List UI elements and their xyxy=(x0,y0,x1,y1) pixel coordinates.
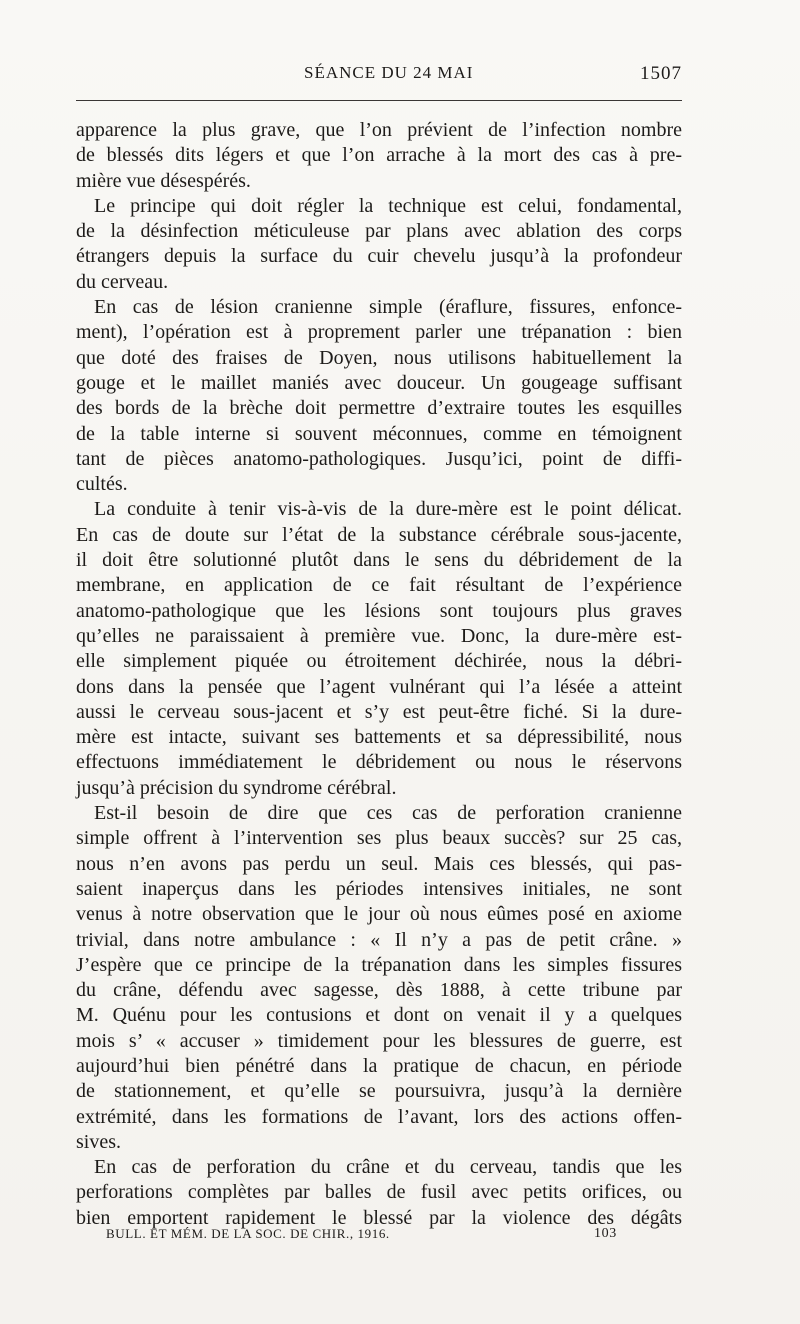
text-line: jusqu’à précision du syndrome cérébral. xyxy=(76,776,397,799)
text-line: perforations complètes par balles de fusil avec petits orifices, ou xyxy=(76,1181,682,1204)
text-line: des bords de la brèche doit permettre d’extraire toutes les esquilles xyxy=(76,397,682,420)
text-line: gouge et le maillet maniés avec douceur. Un gougeage suffisant xyxy=(76,371,682,394)
text-line: tant de pièces anatomo-pathologiques. Jusqu’ici, point de diffi- xyxy=(76,447,682,470)
text-line: du cerveau. xyxy=(76,270,169,293)
text-line: saient inaperçus dans les périodes intensives initiales, ne sont xyxy=(76,877,682,900)
text-line: extrémité, dans les formations de l’avant, lors des actions offen- xyxy=(76,1105,682,1128)
text-line: En cas de doute sur l’état de la substance cérébrale sous-jacente, xyxy=(76,523,682,546)
text-line: trivial, dans notre ambulance : « Il n’y a pas de petit crâne. » xyxy=(76,928,682,951)
text-line: Le principe qui doit régler la technique est celui, fondamental, xyxy=(94,194,682,217)
footer-citation: BULL. ET MÉM. DE LA SOC. DE CHIR., 1916. xyxy=(106,1226,390,1241)
text-line: En cas de perforation du crâne et du cerveau, tandis que les xyxy=(94,1156,682,1179)
text-line: il doit être solutionné plutôt dans le sens du débridement de la xyxy=(76,549,682,572)
text-line: du crâne, défendu avec sagesse, dès 1888, à cette tribune par xyxy=(76,979,682,1002)
text-line: simple offrent à l’intervention ses plus beaux succès? sur 25 cas, xyxy=(76,827,682,850)
text-line: Est-il besoin de dire que ces cas de perforation cranienne xyxy=(94,802,682,825)
text-line: qu’elles ne paraissaient à première vue. Donc, la dure-mère est- xyxy=(76,624,682,647)
text-line: bien emportent rapidement le blessé par la violence des dégâts xyxy=(76,1206,682,1229)
body-text xyxy=(76,118,682,1231)
text-line: étrangers depuis la surface du cuir chevelu jusqu’à la profondeur xyxy=(76,245,682,268)
text-line: de blessés dits légers et que l’on arrache à la mort des cas à pre- xyxy=(76,144,682,167)
text-line: anatomo-pathologique que les lésions sont toujours plus graves xyxy=(76,599,682,622)
text-line: aujourd’hui bien pénétré dans la pratique de chacun, en période xyxy=(76,1054,682,1077)
running-head xyxy=(76,63,682,87)
text-line: sives. xyxy=(76,1130,121,1153)
header-rule xyxy=(76,100,682,101)
text-line: venus à notre observation que le jour où nous eûmes posé en axiome xyxy=(76,903,682,926)
running-title: SÉANCE DU 24 MAI xyxy=(304,63,474,82)
text-line: cultés. xyxy=(76,473,128,496)
text-line: effectuons immédiatement le débridement ou nous le réservons xyxy=(76,751,682,774)
text-line: aussi le cerveau sous-jacent et s’y est peut-être fiché. Si la dure- xyxy=(76,700,682,723)
text-line: nous n’en avons pas perdu un seul. Mais ces blessés, qui pas- xyxy=(76,852,682,875)
text-line: ment), l’opération est à proprement parler une trépanation : bien xyxy=(76,321,682,344)
text-line: de la désinfection méticuleuse par plans avec ablation des corps xyxy=(76,220,682,243)
text-line: que doté des fraises de Doyen, nous utilisons habituellement la xyxy=(76,346,682,369)
page-footer xyxy=(76,1226,636,1246)
text-line: La conduite à tenir vis-à-vis de la dure-mère est le point délicat. xyxy=(94,498,682,521)
text-line: mère est intacte, suivant ses battements et sa dépressibilité, nous xyxy=(76,726,682,749)
text-line: de stationnement, et qu’elle se poursuivra, jusqu’à la dernière xyxy=(76,1080,682,1103)
text-line: dons dans la pensée que l’agent vulnérant qui l’a lésée a atteint xyxy=(76,675,682,698)
text-line: mière vue désespérés. xyxy=(76,169,251,192)
text-line: mois s’ « accuser » timidement pour les blessures de guerre, est xyxy=(76,1029,682,1052)
text-line: En cas de lésion cranienne simple (éraflure, fissures, enfonce- xyxy=(94,296,682,319)
text-line: M. Quénu pour les contusions et dont on venait il y a quelques xyxy=(76,1004,682,1027)
text-line: J’espère que ce principe de la trépanation dans les simples fissures xyxy=(76,953,682,976)
page-number: 1507 xyxy=(640,63,682,84)
text-line: membrane, en application de ce fait résultant de l’expérience xyxy=(76,574,682,597)
text-line: apparence la plus grave, que l’on prévient de l’infection nombre xyxy=(76,119,682,141)
text-line: de la table interne si souvent méconnues, comme en témoignent xyxy=(76,422,682,445)
text-line: elle simplement piquée ou étroitement déchirée, nous la débri- xyxy=(76,650,682,673)
signature-mark: 103 xyxy=(594,1226,617,1241)
